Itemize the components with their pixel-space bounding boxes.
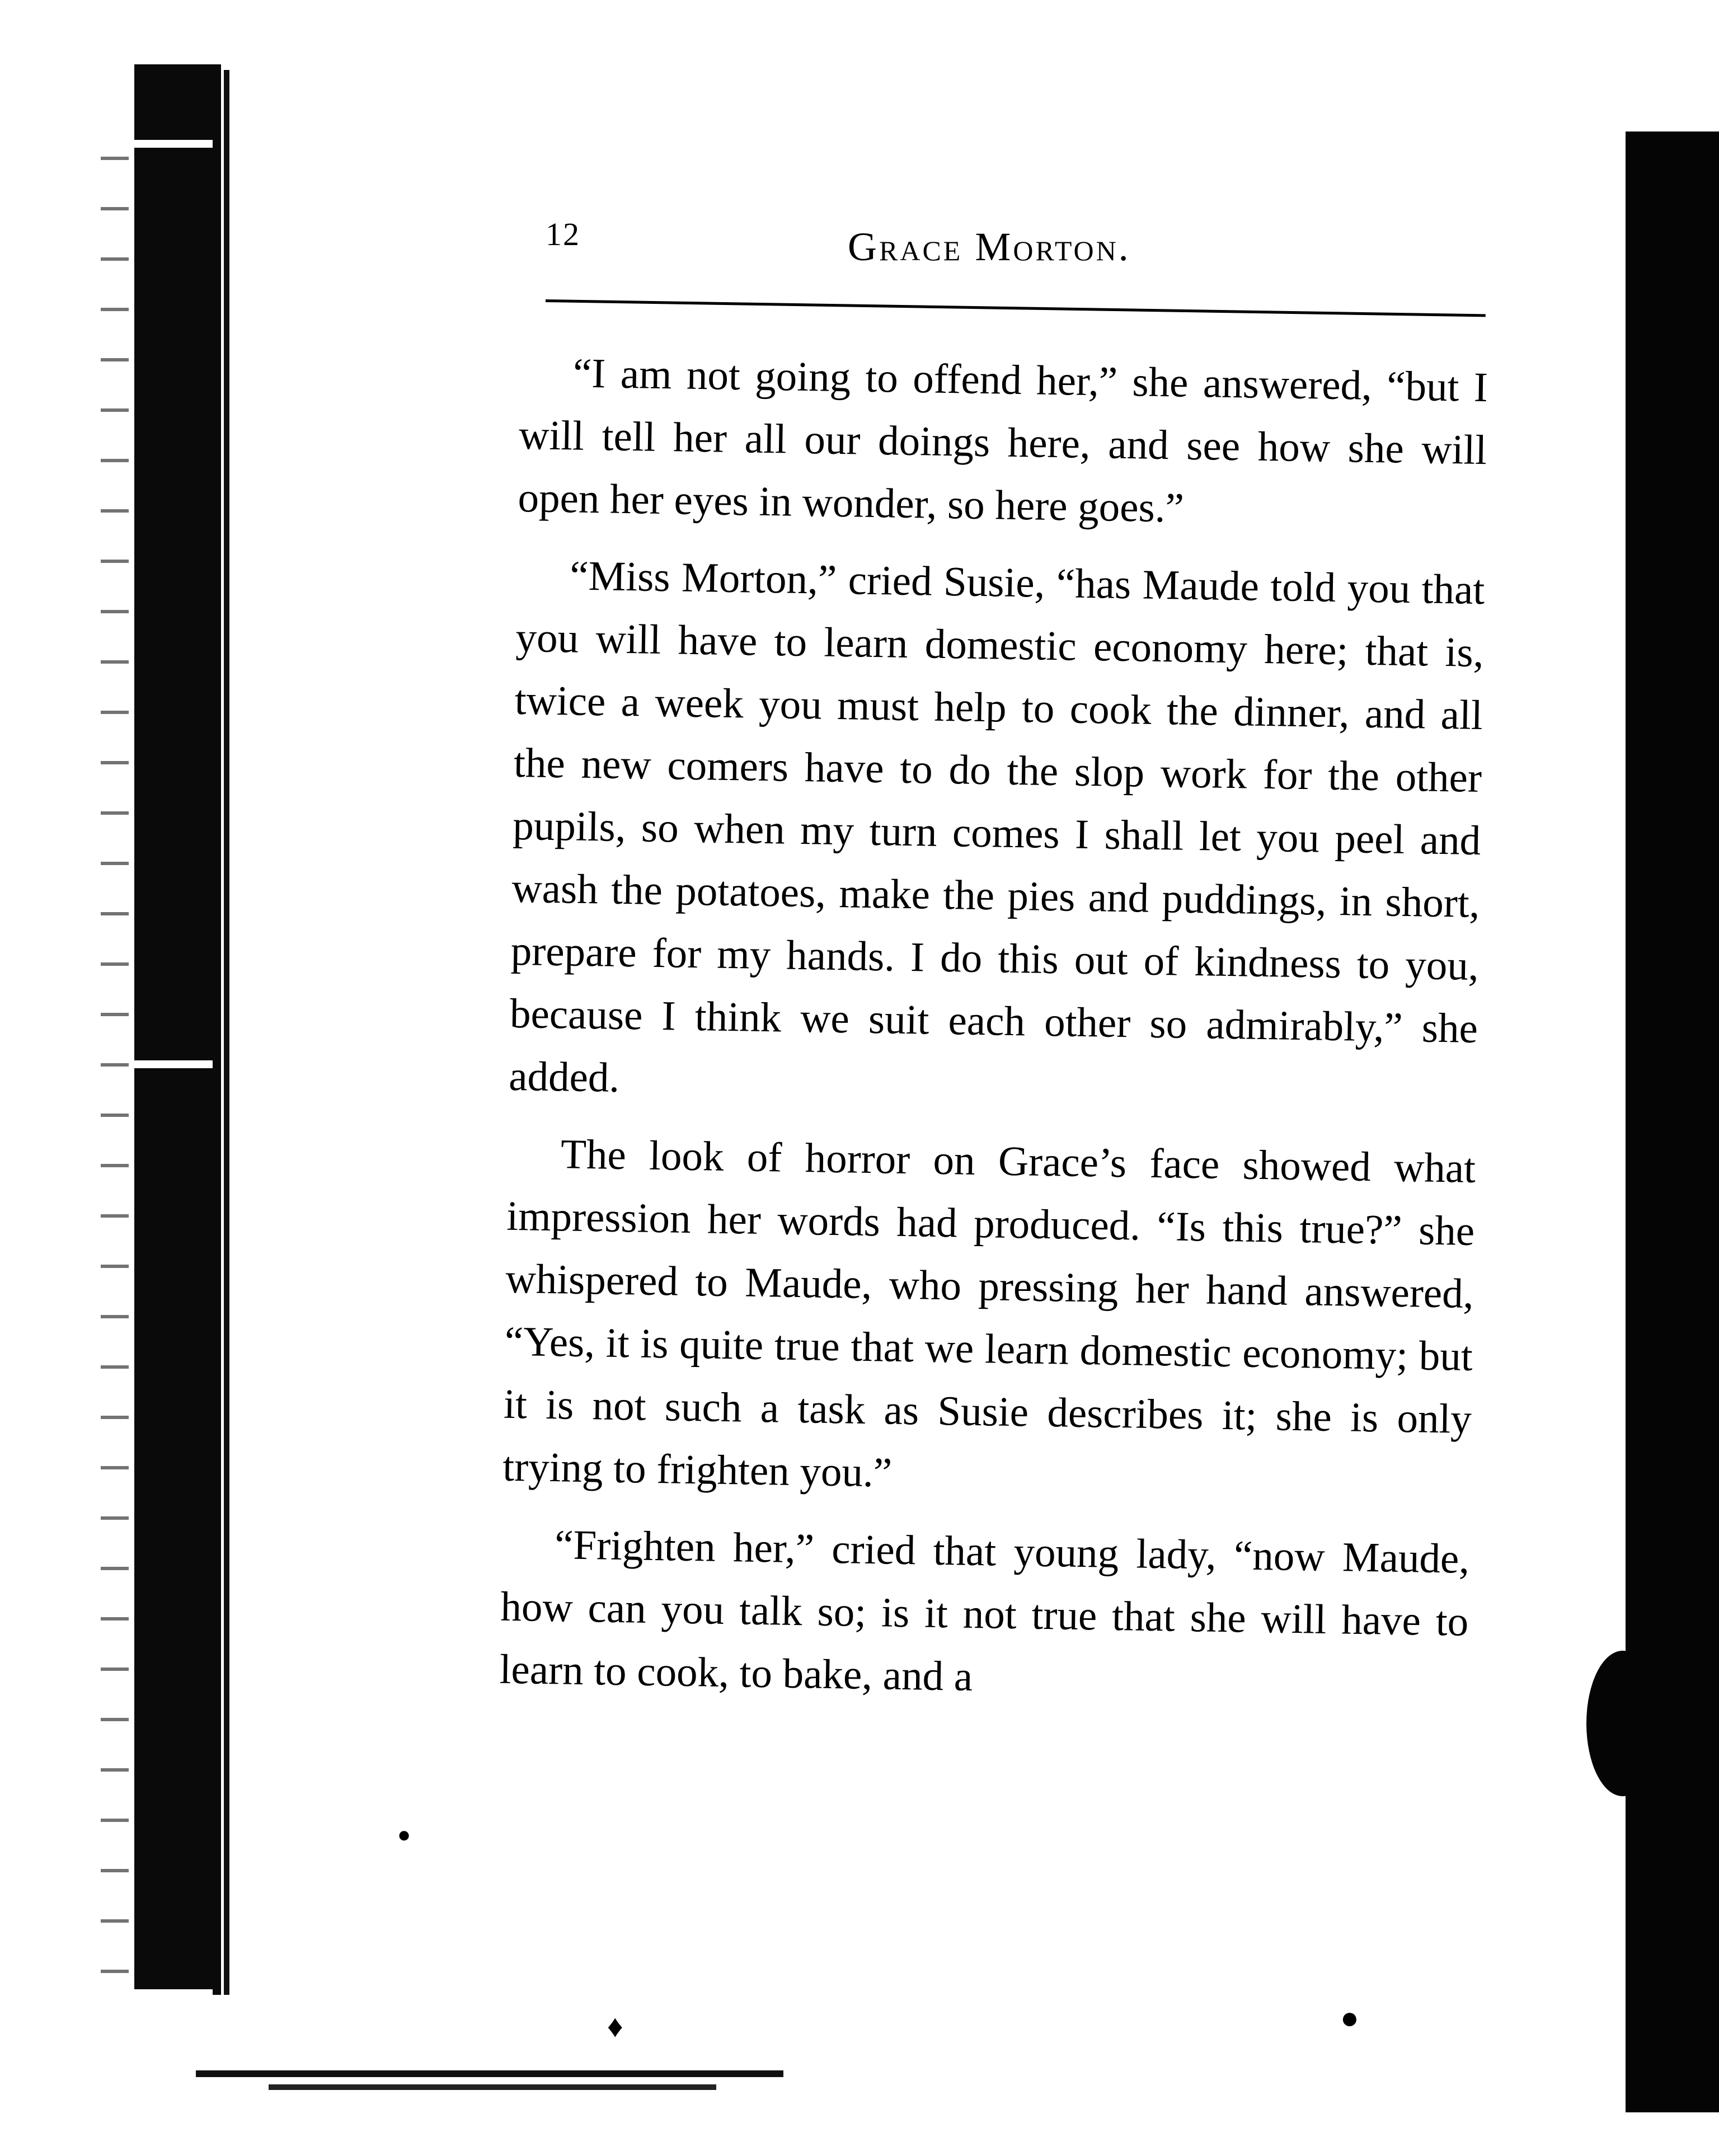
running-title: Grace Morton. bbox=[848, 224, 1131, 269]
left-binding-shadow bbox=[134, 64, 221, 1995]
body-text bbox=[499, 341, 1488, 1731]
ink-speck: ● bbox=[1340, 2001, 1359, 2036]
right-edge-shadow bbox=[1626, 131, 1719, 2112]
bottom-edge-strip bbox=[196, 2070, 783, 2077]
left-margin-specks bbox=[101, 157, 129, 2003]
right-edge-blot bbox=[1586, 1651, 1659, 1796]
left-binding-line bbox=[224, 70, 229, 1995]
paragraph: “Frighten her,” cried that young lady, “now Maude, how can you talk so; is it not true that she will have to learn to cook, to bake, and a bbox=[499, 1521, 1470, 1700]
ink-speck: ♦ bbox=[607, 2009, 623, 2044]
binding-notch bbox=[129, 140, 213, 148]
bottom-edge-strip bbox=[269, 2084, 716, 2090]
paragraph: The look of horror on Grace’s face showed what impression her words had produced. “Is this true?” she whispered to Maude, who pressing her hand answered, “Yes, it is quite true that we learn domestic economy; but it is not such a task as Susie describes it; she is only trying to frighten you.” bbox=[502, 1131, 1476, 1496]
page-number: 12 bbox=[546, 216, 580, 252]
header-rule bbox=[546, 299, 1486, 317]
binding-notch bbox=[129, 1060, 213, 1068]
ink-speck: ● bbox=[397, 1822, 411, 1847]
binding-notch bbox=[129, 1989, 213, 1997]
paragraph: “I am not going to offend her,” she answered, “but I will tell her all our doings here, and see how she will open her eyes in wonder, so here goes.” bbox=[517, 350, 1488, 532]
paragraph: “Miss Morton,” cried Susie, “has Maude told you that you will have to learn domestic economy here; that is, twice a week you must help to cook the dinner, and all the new comers have to do the slop work for the other pupils, so when my turn comes I shall let you peel and wash the potatoes, make the pies and puddings, in short, prepare for my hands. I do this out of kindness to you, because I think we suit each other so admirably,” she added. bbox=[508, 552, 1485, 1101]
